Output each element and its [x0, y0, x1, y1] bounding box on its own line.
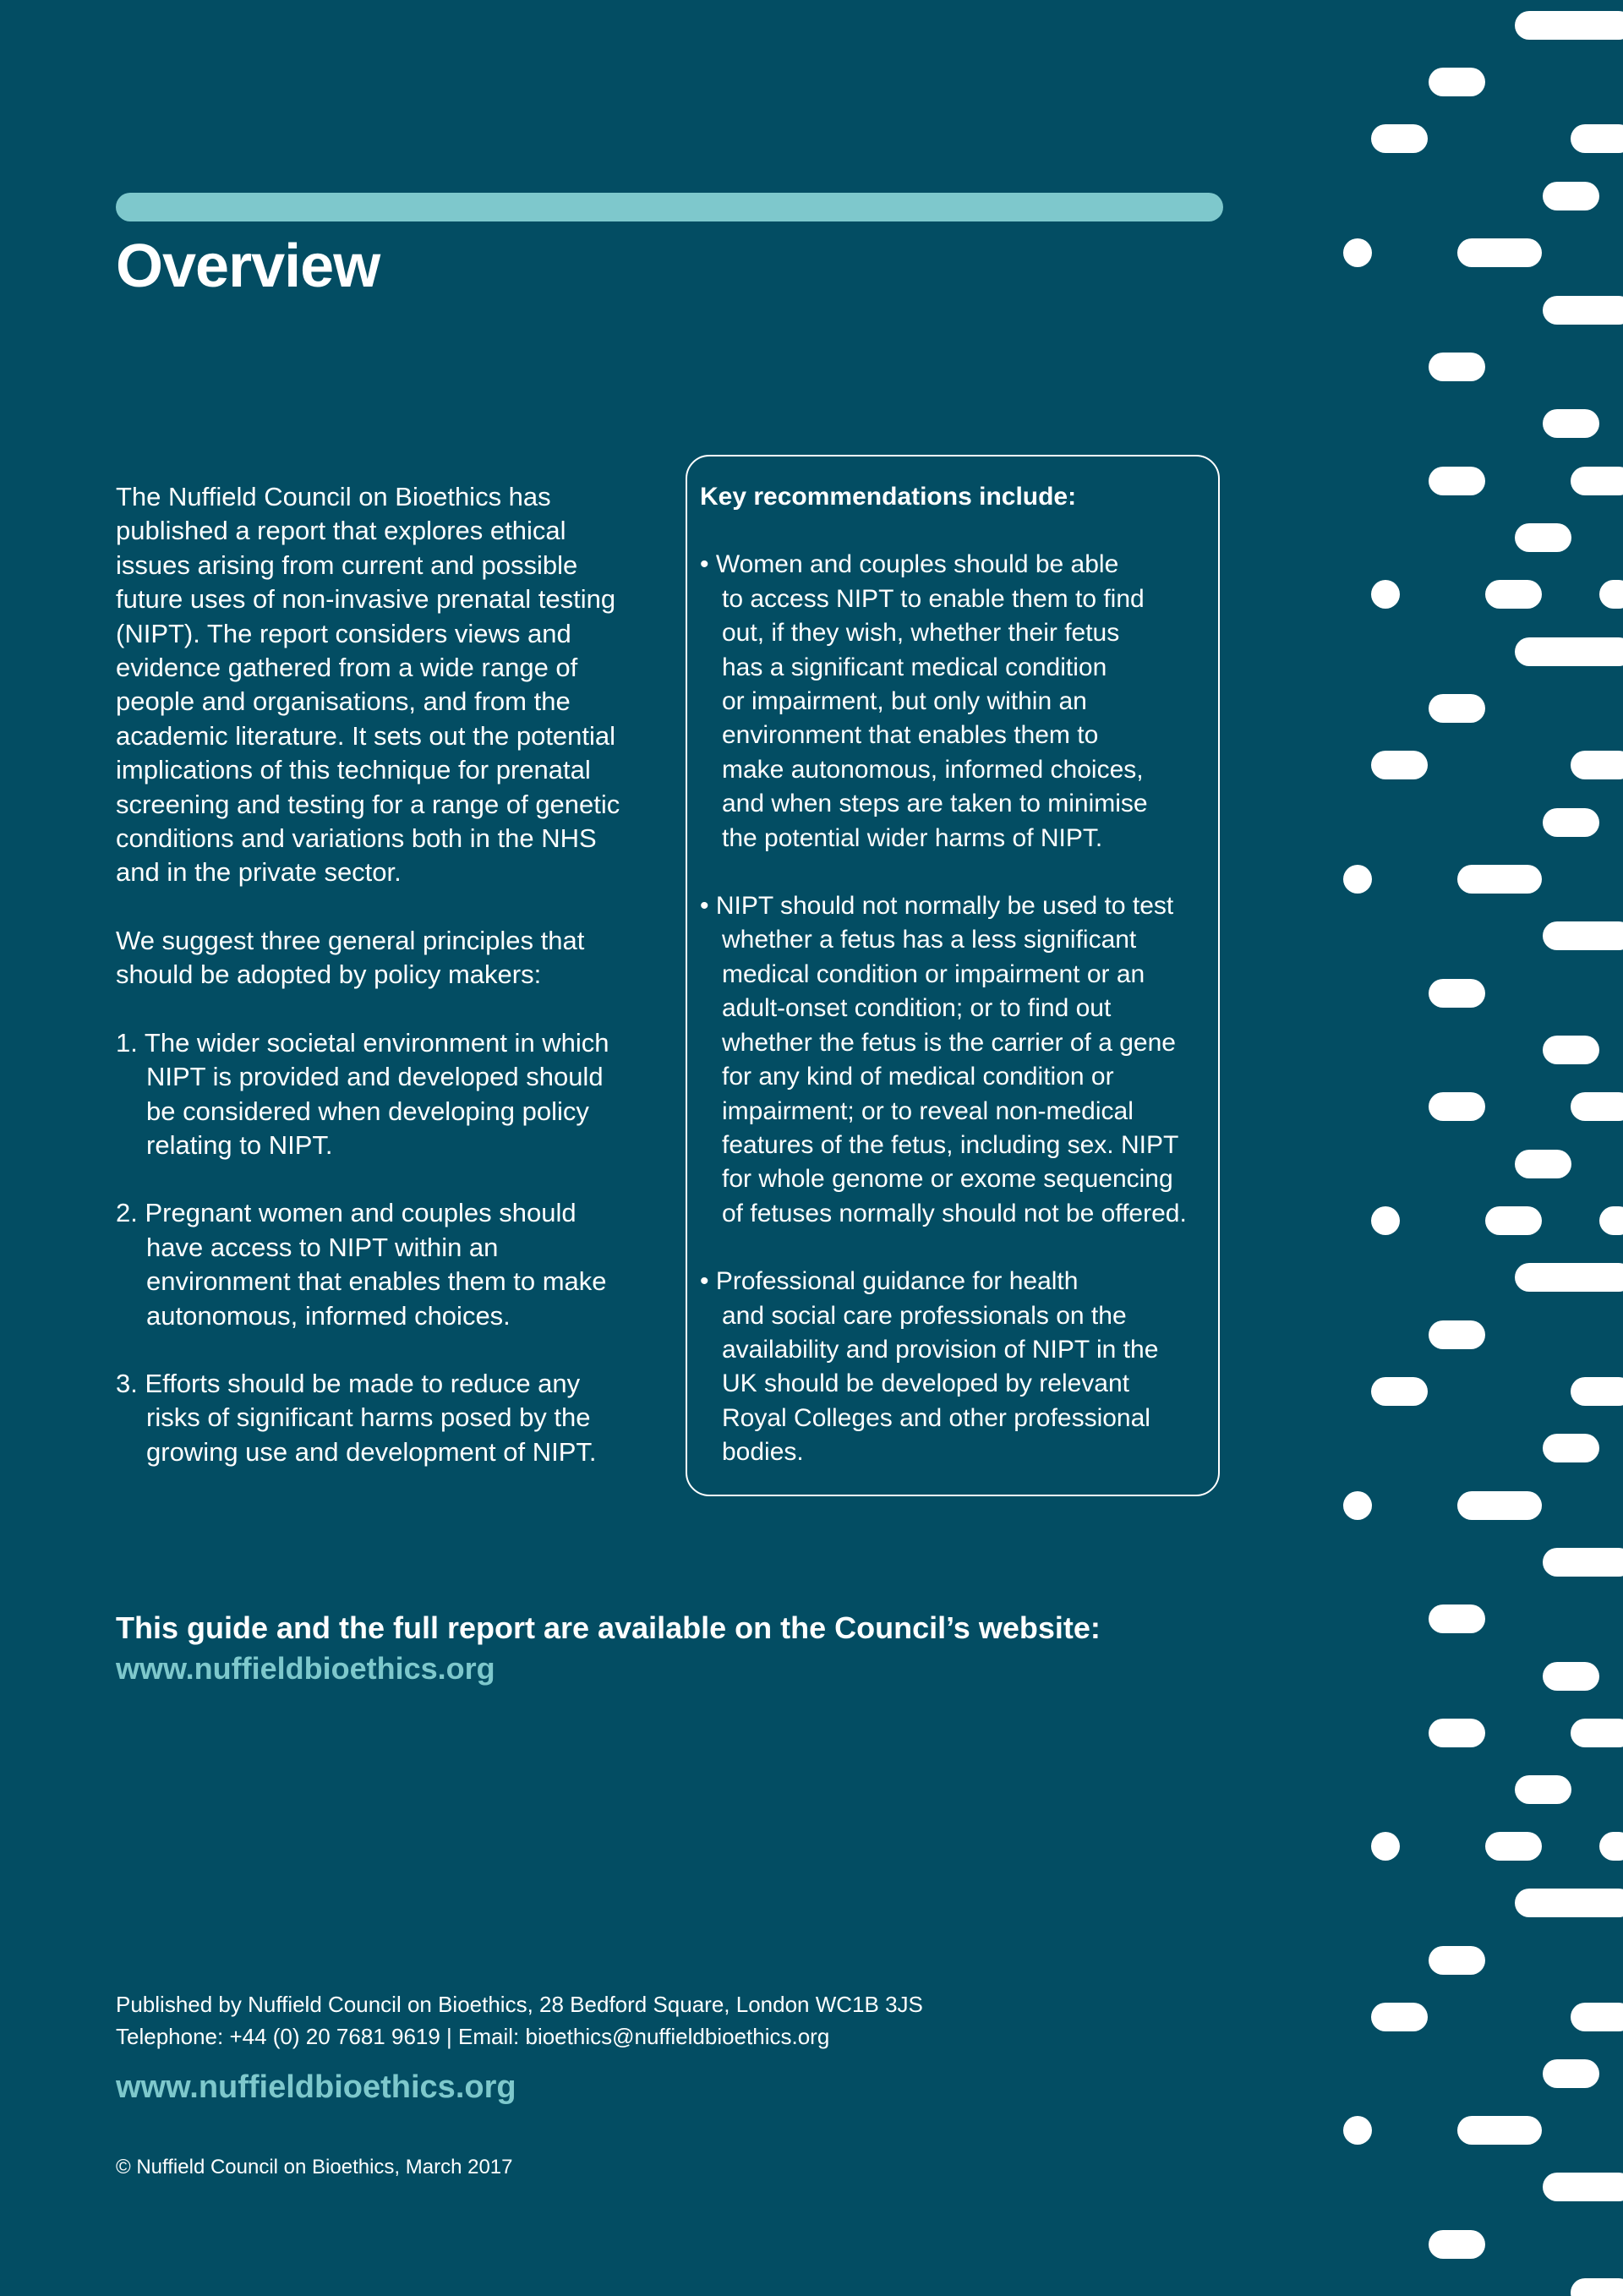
recommendation-line: for whole genome or exome sequencing	[722, 1165, 1173, 1194]
pattern-dash	[1457, 1491, 1542, 1520]
availability-text: This guide and the full report are available on the Council’s website:	[116, 1610, 1101, 1645]
text-line: implications of this technique for prenatal	[116, 755, 591, 785]
pattern-dash	[1429, 979, 1485, 1008]
pattern-dash	[1543, 2059, 1599, 2088]
recommendation-line: features of the fetus, including sex. NIPT	[722, 1130, 1179, 1159]
publisher-address: Published by Nuffield Council on Bioethics, 28 Bedford Square, London WC1B 3JS	[116, 1992, 923, 2017]
pattern-dash	[1429, 68, 1485, 96]
key-recommendations-heading: Key recommendations include:	[700, 483, 1077, 511]
recommendation-line: the potential wider harms of NIPT.	[722, 823, 1103, 852]
pattern-dot	[1371, 1206, 1400, 1235]
recommendation-line: • NIPT should not normally be used to test	[700, 892, 1174, 921]
recommendation-line: bodies.	[722, 1438, 804, 1467]
recommendation-line: • Professional guidance for health	[700, 1267, 1079, 1296]
recommendation-line: impairment; or to reveal non-medical	[722, 1096, 1134, 1125]
principle-line: be considered when developing policy	[146, 1096, 589, 1126]
pattern-dash	[1543, 1036, 1599, 1064]
recommendation-line: make autonomous, informed choices,	[722, 755, 1144, 784]
text-line: conditions and variations both in the NHS	[116, 823, 597, 854]
publisher-contact: Telephone: +44 (0) 20 7681 9619 | Email: bioethics@nuffieldbioethics.org	[116, 2024, 830, 2049]
pattern-dash	[1515, 1263, 1623, 1292]
publisher-info	[116, 1988, 923, 2053]
pattern-dash	[1429, 353, 1485, 381]
pattern-dash	[1571, 2278, 1623, 2296]
recommendation-line: of fetuses normally should not be offered.	[722, 1199, 1187, 1227]
principle-3	[116, 1367, 657, 1469]
pattern-dash	[1543, 182, 1599, 210]
pattern-dash	[1543, 1662, 1599, 1691]
availability-note	[116, 1608, 1101, 1689]
pattern-dash	[1571, 1092, 1623, 1121]
pattern-dash	[1571, 124, 1623, 153]
pattern-dash	[1571, 751, 1623, 779]
recommendation-line: • Women and couples should be able	[700, 550, 1119, 579]
text-line: published a report that explores ethical	[116, 516, 566, 546]
pattern-dash	[1543, 1434, 1599, 1462]
pattern-dash	[1457, 865, 1542, 894]
pattern-dash	[1371, 124, 1428, 153]
recommendation-line: whether a fetus has a less significant	[722, 926, 1137, 954]
website-link[interactable]: www.nuffieldbioethics.org	[116, 1651, 495, 1686]
recommendation-line: UK should be developed by relevant	[722, 1369, 1129, 1398]
pattern-dash	[1485, 1206, 1542, 1235]
copyright-notice: © Nuffield Council on Bioethics, March 2017	[116, 2156, 513, 2178]
principle-line: risks of significant harms posed by the	[146, 1402, 591, 1433]
pattern-dash	[1599, 1832, 1623, 1861]
pattern-dash	[1543, 808, 1599, 837]
pattern-dash	[1571, 1377, 1623, 1406]
pattern-dash	[1371, 1377, 1428, 1406]
pattern-dash	[1457, 238, 1542, 267]
recommendation-line: has a significant medical condition	[722, 653, 1107, 681]
decorative-dash-pattern	[1319, 0, 1623, 2296]
text-line: We suggest three general principles that	[116, 925, 585, 955]
pattern-dash	[1515, 11, 1623, 40]
principle-line: growing use and development of NIPT.	[146, 1436, 597, 1467]
pattern-dash	[1429, 467, 1485, 495]
recommendation-2	[700, 889, 1216, 1231]
pattern-dash	[1543, 409, 1599, 438]
pattern-dot	[1343, 2116, 1372, 2145]
recommendation-3	[700, 1265, 1216, 1469]
pattern-dash	[1571, 2003, 1623, 2031]
principle-line: relating to NIPT.	[146, 1129, 333, 1160]
page-title: Overview	[116, 232, 380, 300]
pattern-dash	[1571, 467, 1623, 495]
text-line: The Nuffield Council on Bioethics has	[116, 482, 551, 511]
key-recommendations	[700, 480, 1216, 1470]
pattern-dot	[1343, 865, 1372, 894]
pattern-dot	[1343, 238, 1372, 267]
text-line: and in the private sector.	[116, 857, 402, 888]
recommendation-line: Royal Colleges and other professional	[722, 1403, 1150, 1432]
text-line: academic literature. It sets out the potential	[116, 720, 616, 751]
text-line: (NIPT). The report considers views and	[116, 618, 571, 648]
pattern-dash	[1515, 637, 1623, 666]
recommendation-line: to access NIPT to enable them to find	[722, 584, 1145, 613]
pattern-dot	[1343, 1491, 1372, 1520]
principle-2	[116, 1196, 657, 1333]
principle-1	[116, 1026, 657, 1163]
pattern-dash	[1543, 921, 1623, 950]
recommendation-line: environment that enables them to	[722, 721, 1099, 750]
pattern-dash	[1485, 580, 1542, 609]
recommendation-line: medical condition or impairment or an	[722, 959, 1145, 988]
text-line: future uses of non-invasive prenatal testing	[116, 584, 616, 615]
pattern-dash	[1543, 1548, 1623, 1577]
pattern-dash	[1429, 1092, 1485, 1121]
pattern-dash	[1543, 296, 1623, 325]
principle-line: autonomous, informed choices.	[146, 1300, 511, 1331]
recommendation-line: for any kind of medical condition or	[722, 1063, 1114, 1091]
pattern-dash	[1571, 1719, 1623, 1747]
pattern-dash	[1371, 751, 1428, 779]
pattern-dash	[1599, 580, 1623, 609]
pattern-dash	[1429, 1719, 1485, 1747]
intro-paragraph-1	[116, 480, 657, 890]
text-line: screening and testing for a range of genetic	[116, 789, 620, 819]
pattern-dash	[1515, 1150, 1571, 1178]
recommendation-line: and social care professionals on the	[722, 1301, 1127, 1330]
pattern-dash	[1515, 1775, 1571, 1804]
recommendation-line: adult-onset condition; or to find out	[722, 994, 1112, 1023]
pattern-dash	[1485, 1832, 1542, 1861]
pattern-dash	[1515, 523, 1571, 552]
pattern-dash	[1429, 1946, 1485, 1975]
pattern-dash	[1429, 1320, 1485, 1349]
pattern-dash	[1543, 2173, 1623, 2201]
recommendation-line: and when steps are taken to minimise	[722, 790, 1148, 818]
pattern-dash	[1429, 2230, 1485, 2259]
principle-line: 2. Pregnant women and couples should	[116, 1198, 577, 1228]
text-line: evidence gathered from a wide range of	[116, 653, 578, 683]
intro-paragraph-2	[116, 924, 657, 992]
pattern-dot	[1371, 580, 1400, 609]
principle-line: have access to NIPT within an	[146, 1232, 499, 1262]
recommendation-line: whether the fetus is the carrier of a gene	[722, 1028, 1176, 1057]
recommendation-line: out, if they wish, whether their fetus	[722, 619, 1120, 648]
recommendation-1	[700, 548, 1216, 856]
pattern-dash	[1429, 1604, 1485, 1633]
footer-website-link[interactable]: www.nuffieldbioethics.org	[116, 2069, 516, 2105]
pattern-dash	[1515, 1889, 1623, 1917]
recommendation-line: availability and provision of NIPT in the	[722, 1335, 1159, 1364]
text-line: issues arising from current and possible	[116, 549, 578, 580]
principle-line: environment that enables them to make	[146, 1266, 607, 1297]
principle-line: NIPT is provided and developed should	[146, 1062, 604, 1092]
principle-line: 1. The wider societal environment in which	[116, 1027, 609, 1058]
intro-column	[116, 480, 657, 1469]
text-line: people and organisations, and from the	[116, 686, 571, 717]
pattern-dash	[1457, 2116, 1542, 2145]
recommendation-line: or impairment, but only within an	[722, 687, 1087, 716]
pattern-dot	[1371, 1832, 1400, 1861]
pattern-dash	[1599, 1206, 1623, 1235]
pattern-dash	[1429, 694, 1485, 723]
text-line: should be adopted by policy makers:	[116, 959, 542, 990]
pattern-dash	[1371, 2003, 1428, 2031]
title-accent-bar	[116, 193, 1223, 221]
principle-line: 3. Efforts should be made to reduce any	[116, 1368, 581, 1398]
